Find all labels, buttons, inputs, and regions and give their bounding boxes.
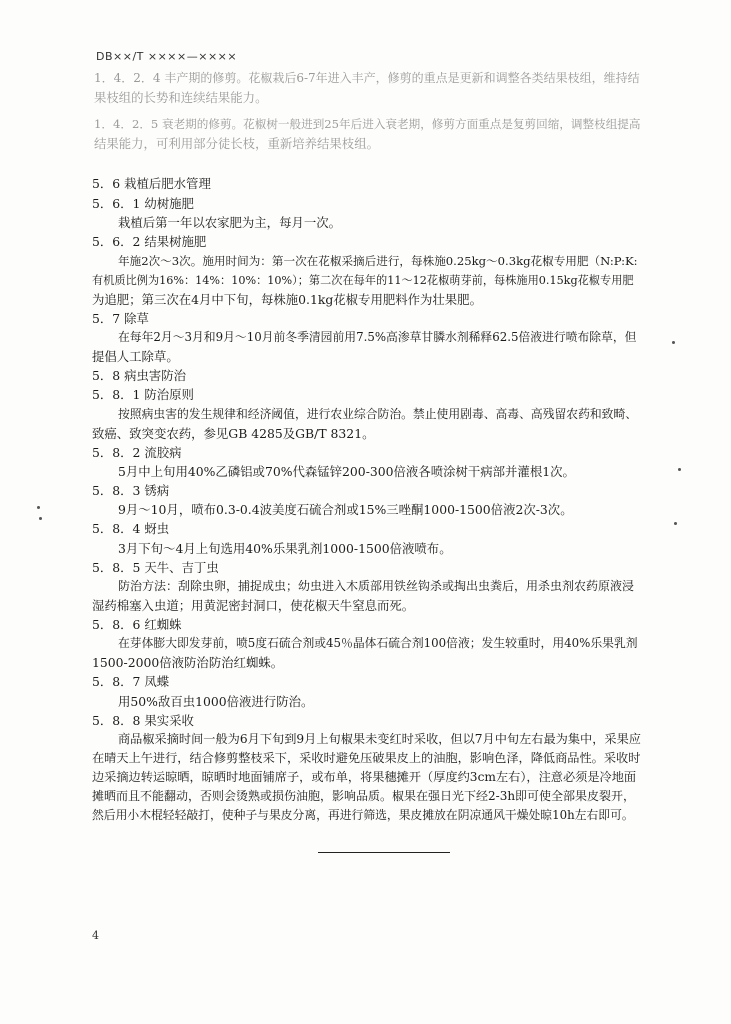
scan-speck <box>37 506 40 509</box>
paragraph-line: 在晴天上午进行，结合修剪整枝采下，采收时避免压破果皮上的油胞，影响色泽，降低商品性。采收时 <box>92 751 641 765</box>
paragraph-line: 为追肥；第三次在4月中下旬，每株施0.1kg花椒专用肥料作为壮果肥。 <box>92 292 482 307</box>
paragraph-line: 湿药棉塞入虫道；用黄泥密封洞口，使花椒天牛窒息而死。 <box>92 598 415 613</box>
paragraph-line: 年施2次～3次。施用时间为：第一次在花椒采摘后进行，每株施0.25kg～0.3kg花椒专用肥（N:P:K: <box>118 254 638 268</box>
faded-line-4: 结果能力，可利用部分徒长枝，重新培养结果枝组。 <box>94 136 379 151</box>
paragraph-line: 按照病虫害的发生规律和经济阈值，进行农业综合防治。禁止使用剧毒、高毒、高残留农药和致畸、 <box>118 407 638 421</box>
section-heading: 5．7 除草 <box>92 311 149 326</box>
paragraph-line: 商品椒采摘时间一般为6月下旬到9月上旬椒果未变红时采收，但以7月中旬左右最为集中，采果应 <box>118 732 641 746</box>
paragraph-line: 1500-2000倍液防治防治红蜘蛛。 <box>92 655 284 670</box>
paragraph-line: 栽植后第一年以农家肥为主，每月一次。 <box>118 215 342 230</box>
subsection-heading: 5．8．1 防治原则 <box>92 387 194 402</box>
paragraph-line: 用50%敌百虫1000倍液进行防治。 <box>118 694 314 709</box>
paragraph-line: 5月中上旬用40%乙磷铝或70%代森锰锌200-300倍液各喷涂树干病部并灌根1次。 <box>118 464 575 479</box>
scan-speck <box>674 522 677 525</box>
paragraph-line: 提倡人工除草。 <box>92 349 179 364</box>
faded-line-3: 1．4．2．5 衰老期的修剪。花椒树一般进到25年后进入衰老期，修剪方面重点是复剪回缩，调整枝组提高 <box>94 117 641 131</box>
subsection-heading: 5．6．2 结果树施肥 <box>92 234 207 249</box>
paragraph-line: 在每年2月～3月和9月～10月前冬季清园前用7.5%高渗草甘膦水剂稀释62.5倍液进行喷布除草，但 <box>118 330 637 344</box>
paragraph-line: 在芽体膨大即发芽前，喷5度石硫合剂或45％晶体石硫合剂100倍液；发生较重时，用40%乐果乳剂 <box>118 636 638 650</box>
paragraph-line: 9月～10月，喷布0.3-0.4波美度石硫合剂或15%三唑酮1000-1500倍液2次-3次。 <box>118 502 573 517</box>
subsection-heading: 5．8．7 凤蝶 <box>92 674 170 689</box>
paragraph-line: 致癌、致突变农药，参见GB 4285及GB/T 8321。 <box>92 426 375 441</box>
section-heading: 5．8 病虫害防治 <box>92 368 187 383</box>
scan-speck <box>678 468 681 471</box>
subsection-heading: 5．8．2 流胶病 <box>92 445 182 460</box>
document-header: DB××/T ××××—×××× <box>96 50 238 63</box>
paragraph-line: 防治方法：刮除虫卵，捕捉成虫；幼虫进入木质部用铁丝钩杀或掏出虫粪后，用杀虫剂农药原液浸 <box>118 579 635 593</box>
faded-line-2: 果枝组的长势和连续结果能力。 <box>94 90 268 105</box>
subsection-heading: 5．8．3 锈病 <box>92 483 170 498</box>
section-heading: 5．6 栽植后肥水管理 <box>92 176 211 191</box>
scan-speck <box>672 341 675 344</box>
page-number: 4 <box>92 929 99 942</box>
subsection-heading: 5．8．8 果实采收 <box>92 713 194 728</box>
paragraph-line: 然后用小木棍轻轻敲打，使种子与果皮分离，再进行筛选，果皮摊放在阴凉通风干燥处晾10h左右即可。 <box>92 808 634 822</box>
paragraph-line: 3月下旬～4月上旬选用40%乐果乳剂1000-1500倍液喷布。 <box>118 541 452 556</box>
subsection-heading: 5．6．1 幼树施肥 <box>92 196 194 211</box>
subsection-heading: 5．8．6 红蜘蛛 <box>92 617 182 632</box>
end-rule <box>318 852 450 853</box>
subsection-heading: 5．8．5 天牛、吉丁虫 <box>92 560 219 575</box>
scan-speck <box>39 517 42 520</box>
paragraph-line: 摊晒而且不能翻动，否则会烫熟或损伤油胞，影响品质。椒果在强日光下经2-3h即可使全部果皮裂开， <box>92 789 636 803</box>
paragraph-line: 边采摘边转运晾晒，晾晒时地面铺席子，或布单，将果穗摊开（厚度约3cm左右），注意必须是冷地面 <box>92 770 637 784</box>
faded-line-1: 1．4．2．4 丰产期的修剪。花椒栽后6-7年进入丰产，修剪的重点是更新和调整各类结果枝组，维持结 <box>94 71 640 85</box>
subsection-heading: 5．8．4 蚜虫 <box>92 521 170 536</box>
paragraph-line: 有机质比例为16%：14%：10%：10%）；第二次在每年的11～12花椒萌芽前，每株施用0.15kg花椒专用肥 <box>92 274 634 287</box>
